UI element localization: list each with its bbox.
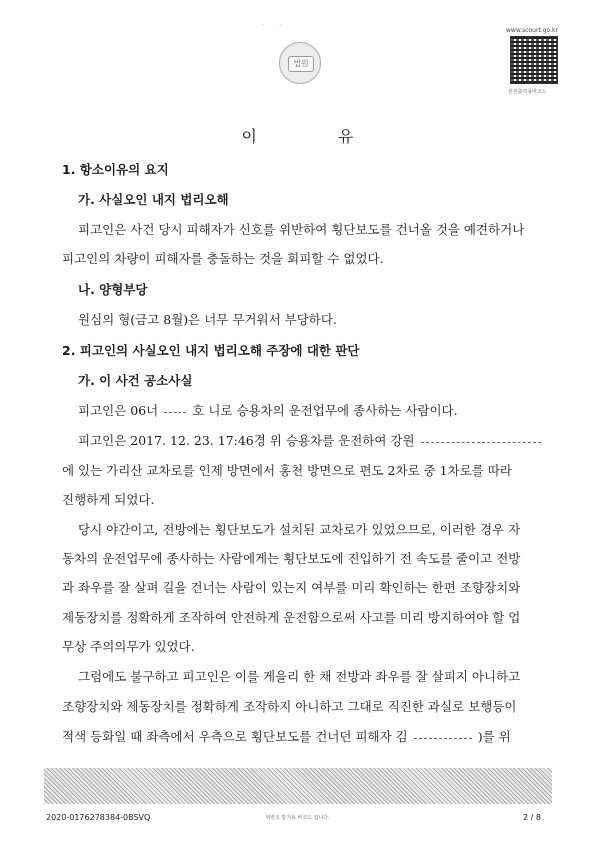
section-1a-heading: 가. 사실오인 내지 법리오해 xyxy=(78,192,229,207)
paragraph-line: 피고인은 사건 당시 피해자가 신호를 위반하여 횡단보도를 건너올 것을 예견하거나 xyxy=(78,222,525,237)
paragraph-line: 동차의 운전업무에 종사하는 사람에게는 횡단보도에 진입하기 전 속도를 줄이고 전방 xyxy=(62,551,521,566)
paragraph-line xyxy=(78,401,458,419)
paragraph-line: 조향장치와 제동장치를 정확하게 조작하지 아니하고 그대로 직진한 과실로 보행등이 xyxy=(62,699,517,714)
qr-caption: 원본출력용바코드 xyxy=(508,89,547,95)
redacted-blank xyxy=(164,411,186,413)
paragraph-line: 에 있는 가리산 교차로를 인제 방면에서 홍천 방면으로 편도 2차로 중 1차로를 따라 xyxy=(62,463,512,478)
redacted-blank xyxy=(414,737,472,739)
barcode-note: 위변조 방지용 바코드 입니다. xyxy=(265,815,330,821)
paragraph-line: 과 좌우를 잘 살펴 길을 건너는 사람이 있는지 여부를 미리 확인하는 한편 조향장치와 xyxy=(62,580,521,595)
paragraph-line: 피고인의 차량이 피해자를 충돌하는 것을 회피할 수 없었다. xyxy=(62,251,384,266)
paragraph-line: 무상 주의의무가 있었다. xyxy=(62,639,195,654)
paragraph-line: 그럼에도 불구하고 피고인은 이를 게을리 한 채 전방과 좌우를 잘 살피지 아니하고 xyxy=(78,669,521,684)
document-id: 2020-0176278384-0BSVQ xyxy=(46,813,151,822)
scan-mark: · · xyxy=(262,22,282,29)
section-1b-heading: 나. 양형부당 xyxy=(78,282,148,297)
qr-code-icon xyxy=(510,36,558,84)
section-2-heading: 2. 피고인의 사실오인 내지 법리오해 주장에 대한 판단 xyxy=(62,343,360,358)
paragraph-line: 제동장치를 정확하게 조작하여 안전하게 운전함으로써 사고를 미리 방지하여야 할 업 xyxy=(62,610,521,625)
site-url: www.scourt.go.kr xyxy=(506,27,558,34)
text-fragment: )를 위 xyxy=(477,729,511,744)
paragraph-line: 당시 야간이고, 전방에는 횡단보도가 설치된 교차로가 있었으므로, 이러한 경우 자 xyxy=(78,522,521,537)
paragraph-line xyxy=(62,727,511,745)
section-1-heading: 1. 항소이유의 요지 xyxy=(62,162,169,177)
paragraph-line: 진행하게 되었다. xyxy=(62,492,155,507)
emblem-label: 법원 xyxy=(288,56,314,72)
page-number: 2 / 8 xyxy=(523,813,541,822)
text-fragment: 피고인은 06너 xyxy=(78,403,159,418)
redacted-blank xyxy=(421,441,541,443)
anti-forgery-barcode xyxy=(44,768,552,804)
page-title: 이 유 xyxy=(241,127,392,146)
court-emblem-icon xyxy=(279,42,321,84)
section-2a-heading: 가. 이 사건 공소사실 xyxy=(78,373,193,388)
paragraph-line: 원심의 형(금고 8월)은 너무 무거워서 부당하다. xyxy=(78,312,337,327)
text-fragment: 적색 등화일 때 좌측에서 우측으로 횡단보도를 건너던 피해자 김 xyxy=(62,729,408,744)
paragraph-line xyxy=(78,431,547,449)
text-fragment: 호 니로 승용차의 운전업무에 종사하는 사람이다. xyxy=(192,403,458,418)
text-fragment: 피고인은 2017. 12. 23. 17:46경 위 승용차를 운전하여 강원 xyxy=(78,433,415,448)
